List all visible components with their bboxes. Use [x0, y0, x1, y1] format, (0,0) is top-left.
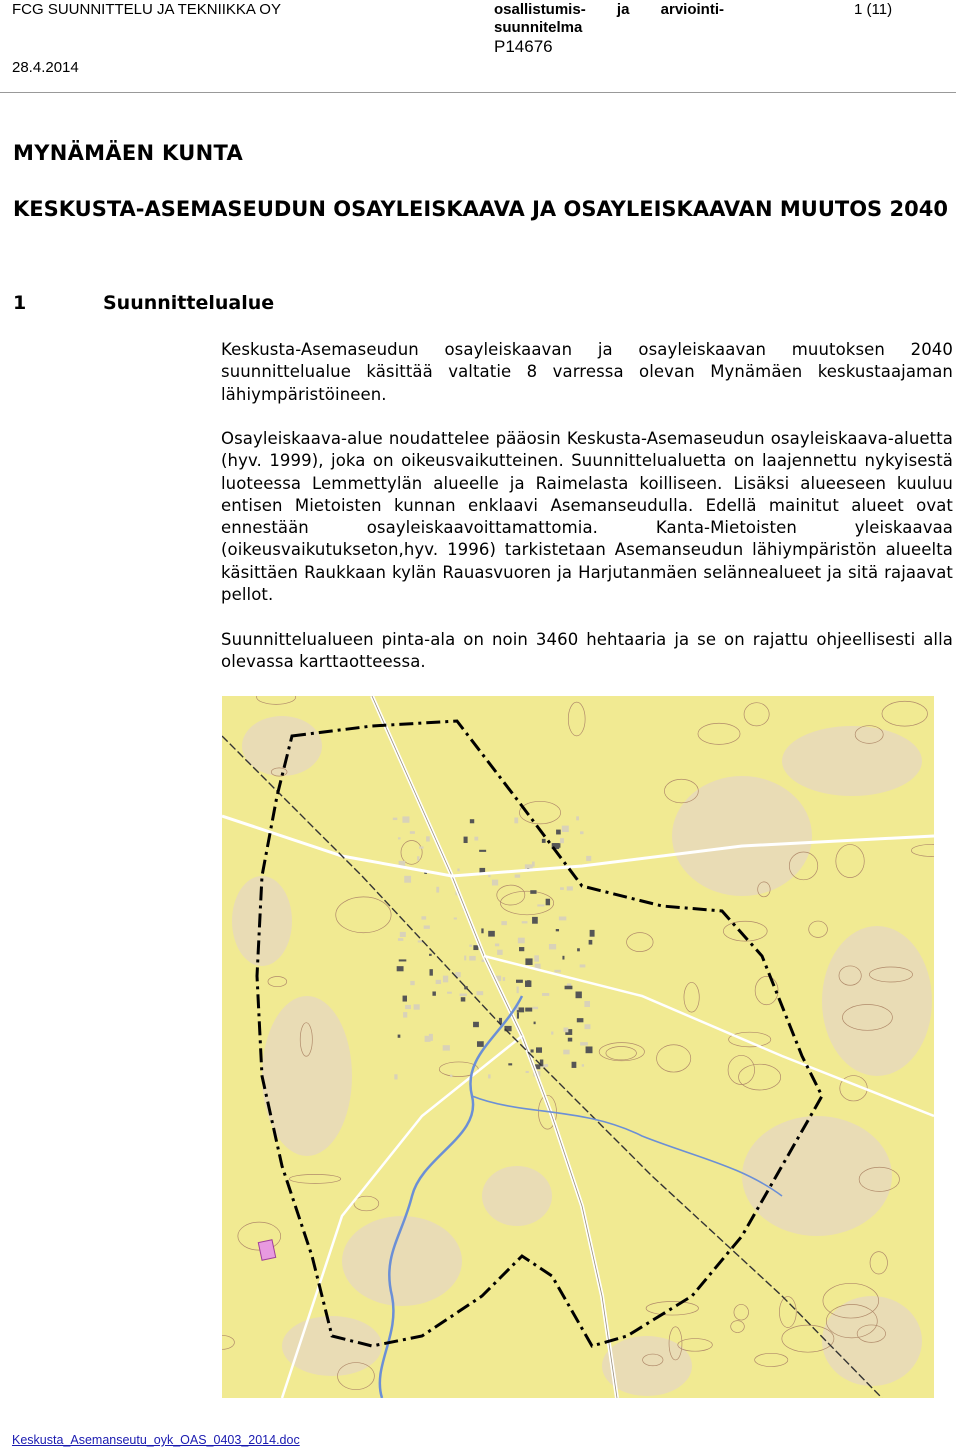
- document-title: KESKUSTA-ASEMASEUDUN OSAYLEISKAAVA JA OSAYLEISKAAVAN MUUTOS 2040: [13, 197, 948, 221]
- header-date: 28.4.2014: [12, 59, 79, 76]
- map-building: [568, 1038, 572, 1042]
- map-building: [481, 928, 483, 933]
- doc-type-word: ja: [616, 1, 630, 18]
- map-building: [534, 955, 539, 961]
- map-building: [572, 1062, 577, 1068]
- map-building: [443, 976, 448, 983]
- map-building: [518, 938, 525, 944]
- map-building: [454, 917, 457, 919]
- doc-type-word: arviointi-: [660, 1, 724, 18]
- map-building: [517, 1012, 519, 1018]
- map-building: [542, 993, 549, 996]
- map-forest-patch: [242, 716, 322, 776]
- map-forest-patch: [742, 1116, 892, 1236]
- map-building: [559, 917, 566, 921]
- map-building: [469, 956, 476, 961]
- map-building: [495, 944, 499, 947]
- map-building: [526, 1071, 529, 1073]
- map-building: [567, 886, 573, 890]
- map-building: [565, 1027, 568, 1032]
- map-building: [519, 947, 524, 951]
- map-building: [399, 959, 407, 961]
- map-building: [426, 836, 430, 841]
- section-number: 1: [13, 292, 27, 314]
- map-forest-patch: [822, 926, 932, 1076]
- map-building: [551, 1031, 553, 1034]
- body-paragraph: Suunnittelualueen pinta-ala on noin 3460 hehtaaria ja se on rajattu ohjeellisesti alla olevassa karttaotteessa.: [221, 630, 953, 672]
- map-building: [410, 831, 415, 834]
- map-building: [530, 890, 536, 894]
- map-building: [473, 1022, 479, 1027]
- map-building: [582, 1064, 584, 1066]
- map-building: [560, 887, 564, 890]
- map-building: [580, 964, 586, 967]
- map-building: [580, 1042, 588, 1045]
- map-building: [584, 1024, 590, 1029]
- map-building: [517, 986, 519, 993]
- map-building: [464, 956, 466, 961]
- map-building: [508, 1063, 512, 1065]
- doc-type-word: osallistumis-: [494, 1, 586, 18]
- map-building: [556, 830, 561, 835]
- map-building: [398, 1035, 401, 1038]
- section-title: Suunnittelualue: [103, 292, 275, 314]
- map-building: [546, 899, 550, 906]
- map-building: [414, 1004, 420, 1009]
- map-building: [402, 816, 409, 822]
- map-building: [516, 980, 523, 983]
- map-building: [398, 837, 401, 839]
- map-building: [460, 994, 467, 997]
- map-building: [436, 887, 439, 893]
- map-building: [470, 819, 474, 823]
- body-paragraph: Osayleiskaava-alue noudattelee pääosin Keskusta-Asemaseudun osayleiskaava-aluetta (hyv. 1999), joka on oikeusvaikutteinen. Suunnittelualuetta on laajennettu nykyisestä luoteessa Lemmettylän alueelle ja Raimelasta koilliseen. Lisäksi alueeseen kuuluu entisen Mietoisten kunnan enklaavi Asemanseudulla. Edellä mainitut alueet ovat ennestään osayleiskaavoittamattomia. Kanta-Mietoisten yleiskaavaa (oikeusvaikutukseton,hyv. 1996) tarkistetaan Asemanseudun lähiympäristön alueelta käsittäen Raukkaan kylän Rauasvuoren ja Harjutanmäen selännealueet ja sitä rajaavat pellot.: [221, 429, 953, 605]
- header-company: FCG SUUNNITTELU JA TEKNIIKKA OY: [12, 1, 281, 18]
- map-building: [536, 1047, 542, 1052]
- map-building: [479, 850, 486, 852]
- header-document-type: [494, 1, 724, 37]
- map-building: [537, 904, 544, 906]
- map-building: [405, 1005, 411, 1009]
- map-building: [432, 991, 435, 995]
- map-building: [580, 831, 583, 834]
- map-building: [488, 1074, 490, 1078]
- map-building: [488, 875, 490, 877]
- map-building: [398, 938, 403, 941]
- map-building: [410, 981, 414, 985]
- map-forest-patch: [822, 1296, 922, 1386]
- map-building: [586, 1046, 593, 1053]
- map-building: [421, 916, 426, 919]
- map-building: [542, 839, 546, 843]
- map-building: [488, 931, 495, 937]
- map-building: [562, 956, 564, 960]
- map-forest-patch: [672, 776, 812, 896]
- map-building: [469, 945, 472, 947]
- map-building: [429, 954, 432, 956]
- map-building: [577, 948, 580, 951]
- organization-heading: MYNÄMÄEN KUNTA: [13, 141, 243, 165]
- map-building: [576, 992, 582, 999]
- map-building: [577, 1018, 584, 1022]
- map-building: [590, 930, 595, 937]
- map-building: [443, 1045, 450, 1050]
- map-building: [586, 856, 591, 861]
- map-building: [400, 932, 406, 937]
- map-building: [474, 837, 478, 841]
- map-building: [450, 1075, 452, 1078]
- map-building: [525, 958, 532, 965]
- map-building: [393, 818, 397, 820]
- map-building: [497, 950, 503, 955]
- map-building: [503, 977, 505, 981]
- header-divider: [0, 92, 956, 93]
- map-building: [514, 818, 518, 824]
- body-paragraph: Keskusta-Asemaseudun osayleiskaavan ja osayleiskaavan muutoksen 2040 suunnittelualue käsittää valtatie 8 varressa olevan Mynämäen keskustaajaman lähiympäristöineen.: [221, 340, 953, 404]
- map-building: [556, 929, 559, 931]
- map-building: [461, 997, 466, 1001]
- map-building: [403, 996, 407, 1002]
- map-forest-patch: [482, 1166, 552, 1226]
- map-building: [532, 917, 538, 924]
- footer-filename-link[interactable]: Keskusta_Asemanseutu_oyk_OAS_0403_2014.doc: [12, 1433, 300, 1447]
- map-building: [492, 880, 498, 886]
- header-project-number: P14676: [494, 37, 553, 56]
- section-heading: [13, 292, 274, 314]
- map-building: [447, 992, 452, 994]
- map-building: [477, 1041, 484, 1047]
- header-page-number: 1 (11): [854, 1, 893, 18]
- map-building: [534, 1022, 536, 1025]
- map-building: [457, 868, 459, 871]
- map-building: [501, 921, 507, 925]
- map-building: [417, 856, 419, 860]
- map-building: [430, 969, 433, 975]
- map-building: [576, 816, 579, 820]
- map-building: [477, 991, 484, 995]
- map-building: [397, 966, 404, 971]
- map-building: [473, 945, 478, 950]
- map-building: [525, 1008, 532, 1012]
- map-building: [424, 925, 430, 928]
- map-building: [515, 874, 520, 877]
- map-building: [560, 838, 564, 843]
- map-building: [394, 1074, 397, 1079]
- map-building: [589, 940, 593, 945]
- map-marker-area: [258, 1240, 275, 1261]
- map-building: [403, 1012, 407, 1017]
- map-building: [404, 876, 411, 883]
- doc-type-word: suunnitelma: [494, 19, 583, 36]
- map-building: [419, 846, 423, 848]
- map-building: [554, 970, 561, 973]
- map-building: [522, 921, 528, 923]
- map-building: [531, 1049, 534, 1052]
- map-building: [546, 1064, 548, 1067]
- map-forest-patch: [782, 726, 922, 796]
- map-building: [527, 980, 530, 987]
- planning-area-map: [222, 696, 934, 1398]
- map-building: [563, 1050, 569, 1055]
- map-building: [584, 1001, 590, 1007]
- map-building: [464, 837, 468, 843]
- map-building: [436, 980, 441, 984]
- map-building: [429, 1034, 433, 1041]
- map-building: [549, 944, 556, 949]
- map-building: [532, 1007, 538, 1010]
- map-building: [565, 986, 573, 990]
- map-building: [562, 826, 569, 832]
